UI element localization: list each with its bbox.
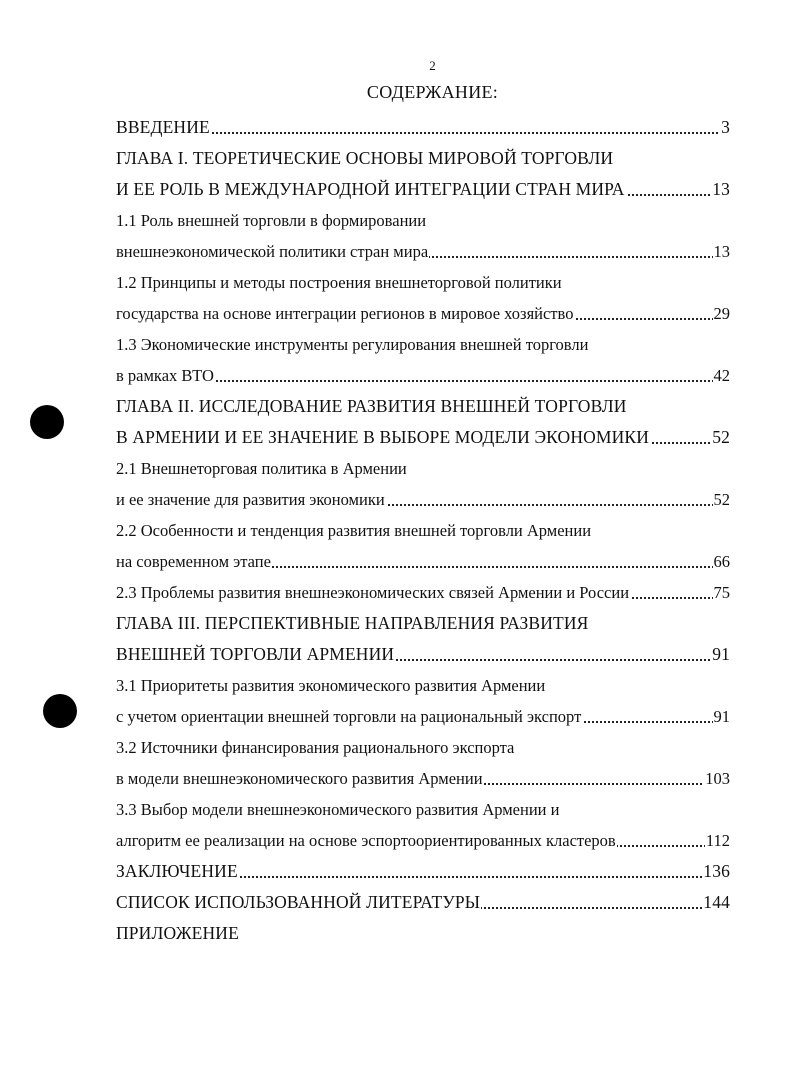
- toc-entry-text: ГЛАВА I. ТЕОРЕТИЧЕСКИЕ ОСНОВЫ МИРОВОЙ ТОРГОВЛИ: [116, 143, 614, 174]
- toc-entry-page: 52: [711, 422, 730, 453]
- toc-entry-page: 66: [713, 546, 731, 577]
- toc-entry-text: 2.3 Проблемы развития внешнеэкономических связей Армении и России: [116, 577, 630, 608]
- toc-entry-text: И ЕЕ РОЛЬ В МЕЖДУНАРОДНОЙ ИНТЕГРАЦИИ СТРАН МИРА: [116, 174, 626, 205]
- toc-entry: [116, 236, 730, 267]
- toc-entry-page: 29: [713, 298, 731, 329]
- toc-entry: [116, 887, 730, 918]
- page-number: 2: [429, 58, 436, 73]
- punch-hole-mark: [30, 405, 64, 439]
- toc-entry-text: 1.2 Принципы и методы построения внешнеторговой политики: [116, 267, 563, 298]
- toc-entry-text: с учетом ориентации внешней торговли на рациональный экспорт: [116, 701, 582, 732]
- toc-entry-text: государства на основе интеграции регионов в мировое хозяйство: [116, 298, 574, 329]
- toc-entry-text: ПРИЛОЖЕНИЕ: [116, 918, 240, 949]
- toc-entry: [116, 360, 730, 391]
- toc-entry-page: 13: [711, 174, 730, 205]
- toc-entry-text: 3.2 Источники финансирования рационального экспорта: [116, 732, 515, 763]
- toc-entry-text: 3.3 Выбор модели внешнеэкономического развития Армении и: [116, 794, 560, 825]
- toc-entry: [116, 794, 730, 825]
- toc-entry-text: 1.3 Экономические инструменты регулирования внешней торговли: [116, 329, 589, 360]
- toc-entry-text: В АРМЕНИИ И ЕЕ ЗНАЧЕНИЕ В ВЫБОРЕ МОДЕЛИ ЭКОНОМИКИ: [116, 422, 650, 453]
- toc-entry-text: ГЛАВА II. ИССЛЕДОВАНИЕ РАЗВИТИЯ ВНЕШНЕЙ ТОРГОВЛИ: [116, 391, 628, 422]
- toc-entry: [116, 174, 730, 205]
- toc-entry-text: в рамках ВТО: [116, 360, 215, 391]
- toc-entry-page: 112: [705, 825, 730, 856]
- toc-entry-text: 1.1 Роль внешней торговли в формировании: [116, 205, 427, 236]
- toc-entry-page: 75: [713, 577, 731, 608]
- toc-entry-text: 3.1 Приоритеты развития экономического развития Армении: [116, 670, 546, 701]
- toc-entry: [116, 205, 730, 236]
- table-of-contents: [116, 112, 730, 949]
- toc-entry: [116, 112, 730, 143]
- toc-entry: [116, 329, 730, 360]
- toc-entry-text: СПИСОК ИСПОЛЬЗОВАННОЙ ЛИТЕРАТУРЫ: [116, 887, 481, 918]
- toc-entry: [116, 453, 730, 484]
- toc-entry: [116, 670, 730, 701]
- toc-entry: [116, 422, 730, 453]
- toc-entry: [116, 546, 730, 577]
- toc-entry: [116, 484, 730, 515]
- toc-title: СОДЕРЖАНИЕ:: [366, 82, 499, 102]
- toc-entry: [116, 763, 730, 794]
- toc-entry-page: 91: [713, 701, 731, 732]
- toc-entry: [116, 515, 730, 546]
- toc-entry: [116, 732, 730, 763]
- toc-entry-page: 3: [720, 112, 730, 143]
- toc-entry-text: в модели внешнеэкономического развития Армении: [116, 763, 484, 794]
- toc-entry: [116, 143, 730, 174]
- toc-entry: [116, 267, 730, 298]
- toc-entry-page: 136: [702, 856, 730, 887]
- toc-entry-page: 52: [713, 484, 731, 515]
- toc-entry-text: алгоритм ее реализации на основе эспортоориентированных кластеров: [116, 825, 617, 856]
- toc-entry: [116, 701, 730, 732]
- toc-entry-page: 91: [711, 639, 730, 670]
- toc-entry-text: внешнеэкономической политики стран мира: [116, 236, 429, 267]
- toc-entry: [116, 577, 730, 608]
- toc-entry: [116, 918, 730, 949]
- toc-entry-page: 103: [704, 763, 730, 794]
- toc-entry: [116, 298, 730, 329]
- toc-entry: [116, 639, 730, 670]
- toc-entry-text: и ее значение для развития экономики: [116, 484, 386, 515]
- toc-entry-page: 13: [713, 236, 731, 267]
- toc-entry-text: на современном этапе: [116, 546, 272, 577]
- toc-entry: [116, 608, 730, 639]
- toc-entry-text: ГЛАВА III. ПЕРСПЕКТИВНЫЕ НАПРАВЛЕНИЯ РАЗВИТИЯ: [116, 608, 590, 639]
- toc-entry-text: ВНЕШНЕЙ ТОРГОВЛИ АРМЕНИИ: [116, 639, 395, 670]
- toc-entry-text: ЗАКЛЮЧЕНИЕ: [116, 856, 239, 887]
- punch-hole-mark: [43, 694, 77, 728]
- toc-entry: [116, 856, 730, 887]
- toc-entry: [116, 825, 730, 856]
- toc-entry-text: 2.2 Особенности и тенденция развития внешней торговли Армении: [116, 515, 592, 546]
- toc-entry-page: 144: [702, 887, 730, 918]
- toc-entry: [116, 391, 730, 422]
- toc-entry-text: ВВЕДЕНИЕ: [116, 112, 211, 143]
- toc-entry-text: 2.1 Внешнеторговая политика в Армении: [116, 453, 408, 484]
- toc-entry-page: 42: [713, 360, 731, 391]
